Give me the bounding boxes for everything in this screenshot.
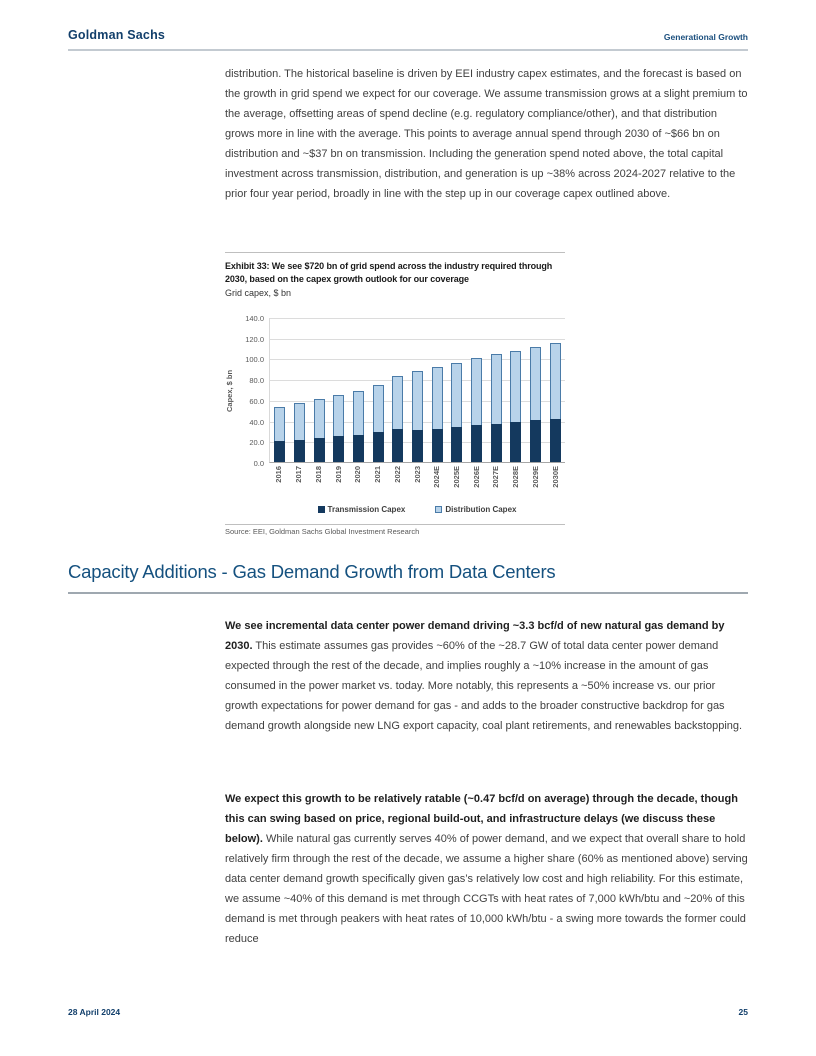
bar-2024E xyxy=(427,318,447,462)
x-tick-cell xyxy=(407,463,427,499)
bar-2022 xyxy=(388,318,408,462)
y-tick-label: 140.0 xyxy=(245,314,264,323)
section-heading: Capacity Additions - Gas Demand Growth from Data Centers xyxy=(68,561,556,582)
distribution-segment xyxy=(550,343,561,419)
transmission-segment xyxy=(412,430,423,462)
x-tick-cell xyxy=(486,463,506,499)
distribution-segment xyxy=(373,385,384,433)
exhibit-subtitle: Grid capex, $ bn xyxy=(225,288,292,298)
plot-area-wrap xyxy=(269,318,565,514)
distribution-segment xyxy=(392,376,403,429)
transmission-segment xyxy=(491,424,502,462)
distribution-segment xyxy=(432,367,443,429)
legend-item xyxy=(318,505,406,514)
distribution-segment xyxy=(274,407,285,441)
bar-2025E xyxy=(447,318,467,462)
x-tick-label: 2026E xyxy=(471,466,481,488)
intro-paragraph: distribution. The historical baseline is driven by EEI industry capex estimates, and the forecast is based on the growth in grid spend we expect for our coverage. We assume transmission grows at a slight premium to the average, offsetting areas of spend decline (e.g. regulatory compliance/other), and that distribution grows more in line with the average. This points to average annual spend through 2030 of ~$66 bn on distribution and ~$37 bn on transmission. Including the generation spend noted above, the total capital investment across transmission, distribution, and generation is up ~38% across 2024-2027 relative to the prior four year period, broadly in line with the step up in our coverage capex outlined above. xyxy=(225,68,748,200)
distribution-segment xyxy=(451,363,462,427)
distribution-segment xyxy=(314,399,325,438)
legend-label: Transmission Capex xyxy=(327,505,406,514)
bar-2030E xyxy=(545,318,565,462)
transmission-segment xyxy=(530,420,541,462)
page-footer xyxy=(68,1007,748,1017)
distribution-segment xyxy=(294,403,305,440)
transmission-segment xyxy=(392,429,403,462)
distribution-segment xyxy=(471,358,482,425)
y-tick-label: 100.0 xyxy=(245,355,264,365)
y-axis-title: Capex, $ bn xyxy=(225,369,234,412)
bar-2019 xyxy=(329,318,349,462)
distribution-segment xyxy=(353,391,364,435)
bar-2021 xyxy=(368,318,388,462)
x-tick-cell xyxy=(289,463,309,499)
header-rule xyxy=(68,49,748,51)
bar-2028E xyxy=(506,318,526,462)
x-tick-label: 2016 xyxy=(274,466,284,483)
bar-2026E xyxy=(467,318,487,462)
distribution-segment xyxy=(491,354,502,423)
x-tick-cell xyxy=(526,463,546,499)
x-tick-cell xyxy=(545,463,565,499)
y-tick-label: 40.0 xyxy=(249,417,264,427)
transmission-segment xyxy=(333,436,344,462)
section-rule xyxy=(68,592,748,594)
paragraph-2-lead: We expect this growth to be relatively ratable (~0.47 bcf/d on average) through the decade, though this can swing based on price, regional build-out, and infrastructure delays (we discuss these below). xyxy=(225,793,738,845)
page-header xyxy=(68,28,748,42)
x-tick-cell xyxy=(269,463,289,499)
y-tick-label: 20.0 xyxy=(249,438,264,448)
intro-block xyxy=(225,64,748,204)
x-tick-label: 2018 xyxy=(313,466,323,483)
plot-area xyxy=(269,318,565,463)
exhibit-33 xyxy=(225,252,565,525)
transmission-segment xyxy=(550,419,561,463)
bar-2020 xyxy=(349,318,369,462)
chart-legend xyxy=(269,505,565,514)
section-paragraph-1 xyxy=(225,616,748,736)
legend-swatch-icon xyxy=(435,506,442,513)
y-tick-label: 60.0 xyxy=(249,396,264,406)
paragraph-2-text: While natural gas currently serves 40% of power demand, and we expect that overall share to hold relatively firm through the rest of the decade, we assume a higher share (60% as mentioned above) serving data center demand growth specifically given gas’s relatively low cost and high reliability. For this estimate, we assume ~40% of this demand is met through CCGTs with heat rates of 7,000 kWh/btu and ~20% of this demand is met through peakers with heat rates of 10,000 kWh/btu - a swing more towards the former could reduce xyxy=(225,833,748,945)
x-tick-label: 2027E xyxy=(491,466,501,488)
bar-2017 xyxy=(290,318,310,462)
x-tick-label: 2029E xyxy=(530,466,540,488)
x-tick-label: 2017 xyxy=(294,466,304,483)
transmission-segment xyxy=(274,441,285,462)
transmission-segment xyxy=(294,440,305,462)
bar-2016 xyxy=(270,318,290,462)
brand-logo-text: Goldman Sachs xyxy=(68,28,166,42)
x-tick-cell xyxy=(348,463,368,499)
x-tick-cell xyxy=(308,463,328,499)
bar-2029E xyxy=(526,318,546,462)
distribution-segment xyxy=(333,395,344,436)
footer-page-number: 25 xyxy=(738,1007,748,1017)
transmission-segment xyxy=(353,435,364,462)
x-tick-label: 2024E xyxy=(432,466,442,488)
x-tick-cell xyxy=(427,463,447,499)
x-tick-cell xyxy=(368,463,388,499)
distribution-segment xyxy=(530,347,541,421)
bar-2027E xyxy=(486,318,506,462)
x-tick-label: 2028E xyxy=(511,466,521,488)
exhibit-source: Source: EEI, Goldman Sachs Global Investment Research xyxy=(225,527,420,536)
footer-date: 28 April 2024 xyxy=(68,1007,121,1017)
x-tick-cell xyxy=(387,463,407,499)
section-paragraph-2 xyxy=(225,789,748,949)
grid-capex-chart xyxy=(225,310,565,514)
transmission-segment xyxy=(510,422,521,462)
transmission-segment xyxy=(451,427,462,462)
bar-2018 xyxy=(309,318,329,462)
legend-item xyxy=(435,505,516,514)
x-tick-label: 2030E xyxy=(550,466,560,488)
x-axis-labels xyxy=(269,463,565,499)
distribution-segment xyxy=(510,351,521,422)
x-tick-cell xyxy=(506,463,526,499)
paragraph-1-lead: We see incremental data center power demand driving ~3.3 bcf/d of new natural gas demand by 2030. xyxy=(225,620,725,652)
x-tick-label: 2022 xyxy=(392,466,402,483)
legend-swatch-icon xyxy=(318,506,325,513)
y-tick-label: 80.0 xyxy=(249,376,264,386)
transmission-segment xyxy=(373,432,384,462)
chart-body xyxy=(239,310,565,514)
transmission-segment xyxy=(314,438,325,462)
report-title: Generational Growth xyxy=(663,32,748,42)
distribution-segment xyxy=(412,371,423,430)
x-tick-label: 2023 xyxy=(412,466,422,483)
paragraph-1-text: This estimate assumes gas provides ~60% of the ~28.7 GW of total data center power demand expected through the rest of the decade, and implies roughly a ~10% increase in the amount of gas consumed in the power market vs. today. More notably, this represents a ~50% increase vs. our prior growth expectations for power demand for gas - and adds to the broader constructive backdrop for gas demand growth alongside new LNG export capacity, coal plant retirements, and renewables backstopping. xyxy=(225,640,743,732)
y-tick-label: 0.0 xyxy=(253,459,264,468)
legend-label: Distribution Capex xyxy=(445,505,517,514)
bar-2023 xyxy=(408,318,428,462)
y-axis xyxy=(239,314,269,468)
x-tick-cell xyxy=(328,463,348,499)
x-tick-cell xyxy=(447,463,467,499)
x-tick-label: 2025E xyxy=(451,466,461,488)
transmission-segment xyxy=(432,429,443,462)
y-tick-label: 120.0 xyxy=(245,334,264,344)
x-tick-cell xyxy=(466,463,486,499)
transmission-segment xyxy=(471,425,482,462)
x-tick-label: 2021 xyxy=(373,466,383,483)
x-tick-label: 2020 xyxy=(353,466,363,483)
exhibit-title: Exhibit 33: We see $720 bn of grid spend across the industry required through 2030, based on the capex growth outlook for our coverage xyxy=(225,261,553,284)
x-tick-label: 2019 xyxy=(333,466,343,483)
